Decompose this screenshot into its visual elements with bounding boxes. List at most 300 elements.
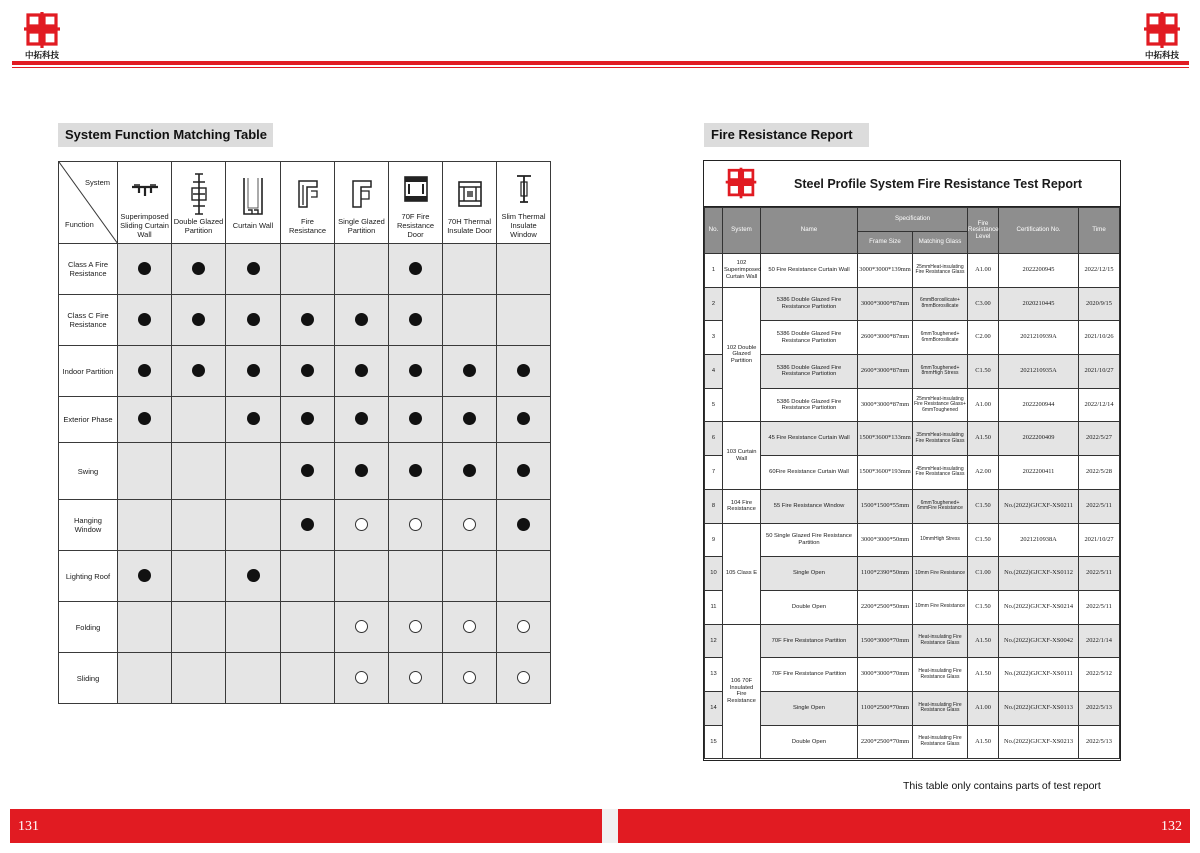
row-label: Folding (59, 602, 118, 653)
report-row (705, 691, 1120, 725)
report-cell-name: 5386 Double Glazed Fire Resistance Partiotion (761, 355, 858, 389)
report-cell-name: 70F Fire Resistance Partition (761, 624, 858, 658)
row-label: Exterior Phase (59, 397, 118, 443)
corner-diagonal (59, 162, 118, 244)
report-cell-level: A2.00 (968, 456, 999, 490)
matrix-cell (335, 443, 389, 500)
brand-logo-icon (724, 166, 758, 200)
report-cell-frame: 3000*3000*50mm (858, 523, 913, 557)
report-row (705, 658, 1120, 692)
report-cell-time: 2022/1/14 (1079, 624, 1120, 658)
filled-dot-icon (409, 464, 422, 477)
matrix-row (59, 443, 551, 500)
report-cell-frame: 3000*3000*139mm (858, 254, 913, 288)
report-cell-time: 2022/12/14 (1079, 388, 1120, 422)
report-cell-time: 2022/12/15 (1079, 254, 1120, 288)
report-cell-frame: 1500*3600*193mm (858, 456, 913, 490)
report-cell-cert: 2022200411 (999, 456, 1079, 490)
matrix-cell (389, 500, 443, 551)
column-header-label: Double Glazed Partition (173, 216, 224, 235)
matrix-cell (497, 397, 551, 443)
report-cell-level: A1.00 (968, 388, 999, 422)
filled-dot-icon (409, 313, 422, 326)
report-cell-time: 2022/5/12 (1079, 658, 1120, 692)
brand-name: 中拓科技 (24, 50, 59, 60)
hollow-dot-icon (409, 518, 422, 531)
matrix-cell (118, 346, 172, 397)
report-cell-no: 8 (705, 489, 723, 523)
report-cell-cert: 2021210938A (999, 523, 1079, 557)
report-row (705, 422, 1120, 456)
report-cell-time: 2021/10/27 (1079, 355, 1120, 389)
column-header-label: Single Glazed Partition (338, 216, 385, 235)
report-cell-frame: 2200*2500*50mm (858, 590, 913, 624)
report-cell-time: 2022/5/13 (1079, 725, 1120, 759)
hollow-dot-icon (463, 620, 476, 633)
filled-dot-icon (138, 364, 151, 377)
report-cell-glass: 6mmToughened+ 8mmHigh Stress (913, 355, 968, 389)
filled-dot-icon (463, 364, 476, 377)
column-header (497, 162, 551, 244)
report-cell-cert: 2020210445 (999, 287, 1079, 321)
report-note: This table only contains parts of test report (903, 780, 1101, 792)
report-cell-time: 2022/5/27 (1079, 422, 1120, 456)
row-label: Lighting Roof (59, 551, 118, 602)
report-cell-no: 4 (705, 355, 723, 389)
report-row (705, 590, 1120, 624)
matrix-cell (172, 602, 226, 653)
report-cell-frame: 2600*3000*87mm (858, 355, 913, 389)
report-cell-cert: No.(2022)GJCXF-XS0112 (999, 557, 1079, 591)
matrix-row (59, 346, 551, 397)
report-cell-cert: No.(2022)GJCXF-XS0042 (999, 624, 1079, 658)
matrix-cell (389, 397, 443, 443)
matrix-cell (172, 244, 226, 295)
filled-dot-icon (463, 412, 476, 425)
matrix-cell (281, 602, 335, 653)
report-cell-glass: 25mmHeat-insulating Fire Resistance Glass+ 6mmToughened (913, 388, 968, 422)
column-header-label: Curtain Wall (232, 221, 274, 230)
column-header-label: Superimposed Sliding Curtain Wall (120, 212, 169, 239)
report-cell-frame: 1500*1500*55mm (858, 489, 913, 523)
matrix-cell (389, 653, 443, 704)
column-header (389, 162, 443, 244)
col-header-no: No. (705, 208, 723, 254)
column-header (281, 162, 335, 244)
report-cell-no: 7 (705, 456, 723, 490)
matrix-cell (443, 346, 497, 397)
filled-dot-icon (409, 262, 422, 275)
report-cell-time: 2021/10/27 (1079, 523, 1120, 557)
row-label: Hanging Window (59, 500, 118, 551)
filled-dot-icon (301, 518, 314, 531)
filled-dot-icon (517, 464, 530, 477)
report-cell-glass: Heat-insulating Fire Resistance Glass (913, 691, 968, 725)
matrix-cell (226, 500, 281, 551)
report-cell-system: 102 Double Glazed Partition (723, 287, 761, 422)
filled-dot-icon (409, 364, 422, 377)
report-cell-no: 5 (705, 388, 723, 422)
report-cell-no: 14 (705, 691, 723, 725)
matrix-row (59, 551, 551, 602)
report-cell-glass: 25mmHeat-insulating Fire Resistance Glass (913, 254, 968, 288)
matrix-cell (172, 500, 226, 551)
matrix-cell (335, 602, 389, 653)
matrix-cell (335, 653, 389, 704)
filled-dot-icon (517, 518, 530, 531)
corner-function-label: Function (65, 220, 94, 229)
report-cell-frame: 3000*3000*70mm (858, 658, 913, 692)
report-row (705, 489, 1120, 523)
report-cell-name: 50 Fire Resistance Curtain Wall (761, 254, 858, 288)
matrix-cell (281, 551, 335, 602)
matrix-cell (443, 551, 497, 602)
report-cell-frame: 3000*3000*87mm (858, 388, 913, 422)
fire-report-table (704, 207, 1120, 759)
report-cell-level: C1.50 (968, 355, 999, 389)
slim-window-profile-icon (497, 166, 550, 212)
matrix-cell (335, 346, 389, 397)
header-rule-thin (12, 67, 1189, 68)
matrix-cell (281, 244, 335, 295)
matrix-cell (497, 653, 551, 704)
report-cell-level: A1.50 (968, 624, 999, 658)
superimposed-profile-icon (118, 166, 171, 212)
filled-dot-icon (301, 412, 314, 425)
hollow-dot-icon (463, 518, 476, 531)
filled-dot-icon (247, 412, 260, 425)
matrix-cell (335, 244, 389, 295)
report-cell-name: Double Open (761, 725, 858, 759)
report-cell-name: Single Open (761, 557, 858, 591)
report-cell-cert: No.(2022)GJCXF-XS0211 (999, 489, 1079, 523)
matrix-cell (281, 295, 335, 346)
filled-dot-icon (355, 364, 368, 377)
matrix-cell (172, 551, 226, 602)
matrix-cell (281, 653, 335, 704)
row-label: Indoor Partition (59, 346, 118, 397)
matrix-cell (389, 443, 443, 500)
filled-dot-icon (247, 569, 260, 582)
report-cell-glass: 6mmToughened+ 6mmBorosilicate (913, 321, 968, 355)
report-row (705, 557, 1120, 591)
report-cell-cert: 2021210939A (999, 321, 1079, 355)
matrix-cell (389, 551, 443, 602)
single-glazed-profile-icon (335, 171, 388, 217)
report-cell-system: 104 Fire Resistance (723, 489, 761, 523)
footer-bar (10, 809, 1190, 843)
report-cell-glass: Heat-insulating Fire Resistance Glass (913, 658, 968, 692)
header-rule (12, 61, 1189, 65)
report-row (705, 254, 1120, 288)
fire-report-panel (703, 160, 1121, 761)
matrix-cell (497, 551, 551, 602)
matrix-cell (443, 397, 497, 443)
report-row (705, 355, 1120, 389)
section-title-report: Fire Resistance Report (704, 123, 869, 147)
hollow-dot-icon (517, 620, 530, 633)
filled-dot-icon (192, 313, 205, 326)
column-header (226, 162, 281, 244)
filled-dot-icon (138, 569, 151, 582)
report-cell-cert: No.(2022)GJCXF-XS0213 (999, 725, 1079, 759)
report-cell-no: 3 (705, 321, 723, 355)
hollow-dot-icon (517, 671, 530, 684)
matrix-row (59, 653, 551, 704)
matrix-cell (118, 602, 172, 653)
matrix-cell (443, 602, 497, 653)
hollow-dot-icon (409, 620, 422, 633)
filled-dot-icon (355, 464, 368, 477)
filled-dot-icon (517, 364, 530, 377)
matrix-cell (389, 295, 443, 346)
brand-logo-left (22, 12, 62, 60)
matrix-cell (389, 244, 443, 295)
report-cell-glass: Heat-insulating Fire Resistance Glass (913, 624, 968, 658)
corner-system-label: System (85, 178, 111, 187)
column-header-label: 70H Thermal Insulate Door (447, 216, 492, 235)
thermal-door-profile-icon (443, 171, 496, 217)
hollow-dot-icon (409, 671, 422, 684)
report-row (705, 287, 1120, 321)
matrix-cell (118, 295, 172, 346)
matrix-row (59, 244, 551, 295)
matrix-cell (497, 346, 551, 397)
report-cell-cert: 2021210935A (999, 355, 1079, 389)
row-label: Class C Fire Resistance (59, 295, 118, 346)
matrix-row (59, 397, 551, 443)
report-cell-glass: 10mm Fire Resistance (913, 590, 968, 624)
report-cell-frame: 1100*2500*70mm (858, 691, 913, 725)
column-header-label: 70F Fire Resistance Door (396, 212, 435, 239)
section-title-matching: System Function Matching Table (58, 123, 273, 147)
matrix-cell (118, 500, 172, 551)
column-header (335, 162, 389, 244)
report-cell-system: 103 Curtain Wall (723, 422, 761, 489)
report-cell-name: 5386 Double Glazed Fire Resistance Partiotion (761, 287, 858, 321)
column-header-label: Slim Thermal Insulate Window (501, 212, 546, 239)
report-cell-level: A1.50 (968, 725, 999, 759)
matrix-cell (497, 500, 551, 551)
report-cell-level: A1.50 (968, 658, 999, 692)
brand-name: 中拓科技 (1144, 50, 1179, 60)
matrix-cell (335, 500, 389, 551)
matrix-cell (118, 397, 172, 443)
matrix-cell (389, 346, 443, 397)
report-row (705, 321, 1120, 355)
matrix-cell (226, 397, 281, 443)
matrix-cell (118, 443, 172, 500)
report-cell-time: 2022/5/13 (1079, 691, 1120, 725)
report-cell-cert: 2022200945 (999, 254, 1079, 288)
report-cell-glass: 10mmHigh Stress (913, 523, 968, 557)
report-cell-name: 50 Single Glazed Fire Resistance Partition (761, 523, 858, 557)
report-cell-name: Double Open (761, 590, 858, 624)
page-number-right: 132 (1161, 819, 1182, 834)
report-cell-time: 2022/5/11 (1079, 489, 1120, 523)
report-cell-level: C3.00 (968, 287, 999, 321)
filled-dot-icon (409, 412, 422, 425)
filled-dot-icon (192, 364, 205, 377)
matrix-cell (281, 500, 335, 551)
report-cell-frame: 3000*3000*87mm (858, 287, 913, 321)
brand-logo-icon (1142, 12, 1182, 48)
matrix-cell (226, 346, 281, 397)
report-row (705, 624, 1120, 658)
filled-dot-icon (247, 262, 260, 275)
matrix-cell (443, 295, 497, 346)
matrix-cell (389, 602, 443, 653)
filled-dot-icon (517, 412, 530, 425)
report-cell-level: A1.00 (968, 691, 999, 725)
report-cell-level: C1.50 (968, 590, 999, 624)
matrix-cell (226, 653, 281, 704)
hollow-dot-icon (355, 671, 368, 684)
matrix-cell (497, 244, 551, 295)
filled-dot-icon (355, 412, 368, 425)
matrix-cell (226, 295, 281, 346)
report-cell-glass: 6mmBorosilicate+ 8mmBorosilicate (913, 287, 968, 321)
matrix-cell (226, 244, 281, 295)
report-cell-no: 15 (705, 725, 723, 759)
col-header-system: System (723, 208, 761, 254)
matrix-row (59, 500, 551, 551)
report-cell-no: 9 (705, 523, 723, 557)
matrix-cell (443, 500, 497, 551)
column-header (443, 162, 497, 244)
report-cell-no: 13 (705, 658, 723, 692)
fire-resistance-profile-icon (281, 171, 334, 217)
report-cell-no: 10 (705, 557, 723, 591)
filled-dot-icon (301, 313, 314, 326)
report-cell-name: 5386 Double Glazed Fire Resistance Partiotion (761, 321, 858, 355)
column-header (118, 162, 172, 244)
matrix-cell (172, 397, 226, 443)
report-row (705, 456, 1120, 490)
report-cell-level: A1.50 (968, 422, 999, 456)
report-cell-name: 60Fire Resistance Curtain Wall (761, 456, 858, 490)
footer-gutter (602, 809, 618, 843)
matrix-cell (281, 443, 335, 500)
matrix-cell (226, 443, 281, 500)
report-cell-frame: 1500*3000*70mm (858, 624, 913, 658)
report-cell-time: 2021/10/26 (1079, 321, 1120, 355)
matrix-cell (172, 653, 226, 704)
hollow-dot-icon (355, 620, 368, 633)
report-cell-no: 12 (705, 624, 723, 658)
report-cell-frame: 2200*2500*70mm (858, 725, 913, 759)
report-cell-glass: Heat-insulating Fire Resistance Glass (913, 725, 968, 759)
report-cell-frame: 2600*3000*87mm (858, 321, 913, 355)
filled-dot-icon (138, 412, 151, 425)
report-cell-level: C2.00 (968, 321, 999, 355)
row-label: Class A Fire Resistance (59, 244, 118, 295)
report-cell-time: 2022/5/11 (1079, 590, 1120, 624)
col-header-specification: Specification (858, 208, 968, 232)
filled-dot-icon (355, 313, 368, 326)
hollow-dot-icon (355, 518, 368, 531)
column-header-label: Fire Resistance (288, 216, 327, 235)
matrix-cell (497, 295, 551, 346)
report-logo (724, 166, 758, 205)
matrix-cell (226, 602, 281, 653)
filled-dot-icon (301, 364, 314, 377)
report-cell-glass: 35mmHeat-insulating Fire Resistance Glass (913, 422, 968, 456)
report-cell-glass: 6mmToughened+ 6mmFire Resistance (913, 489, 968, 523)
matrix-cell (497, 443, 551, 500)
report-row (705, 388, 1120, 422)
fire-door-profile-icon (389, 166, 442, 212)
matrix-cell (172, 295, 226, 346)
report-cell-level: C1.50 (968, 523, 999, 557)
column-header (172, 162, 226, 244)
matrix-cell (118, 653, 172, 704)
report-cell-name: 45 Fire Resistance Curtain Wall (761, 422, 858, 456)
matrix-cell (335, 295, 389, 346)
report-cell-name: Single Open (761, 691, 858, 725)
matrix-cell (172, 443, 226, 500)
matrix-cell (281, 397, 335, 443)
report-cell-no: 1 (705, 254, 723, 288)
filled-dot-icon (301, 464, 314, 477)
report-cell-cert: No.(2022)GJCXF-XS0113 (999, 691, 1079, 725)
report-cell-cert: 2022200409 (999, 422, 1079, 456)
double-glazed-profile-icon (172, 171, 225, 217)
brand-logo-icon (22, 12, 62, 48)
matrix-cell (226, 551, 281, 602)
matrix-cell (281, 346, 335, 397)
report-cell-time: 2022/5/11 (1079, 557, 1120, 591)
filled-dot-icon (247, 313, 260, 326)
page-number-left: 131 (18, 819, 39, 834)
report-cell-no: 2 (705, 287, 723, 321)
matrix-cell (335, 551, 389, 602)
report-cell-system: 102 Superimposed Curtain Wall (723, 254, 761, 288)
report-cell-time: 2020/9/15 (1079, 287, 1120, 321)
col-header-time: Time (1079, 208, 1120, 254)
report-cell-no: 11 (705, 590, 723, 624)
report-header (704, 161, 1120, 207)
row-label: Swing (59, 443, 118, 500)
matrix-cell (118, 244, 172, 295)
matrix-cell (443, 653, 497, 704)
report-row (705, 523, 1120, 557)
report-cell-name: 5386 Double Glazed Fire Resistance Partiotion (761, 388, 858, 422)
col-header-glass: Matching Glass (913, 232, 968, 254)
matrix-cell (443, 443, 497, 500)
report-cell-glass: 10mm Fire Resistance (913, 557, 968, 591)
report-title: Steel Profile System Fire Resistance Test Report (794, 177, 1083, 191)
hollow-dot-icon (463, 671, 476, 684)
col-header-name: Name (761, 208, 858, 254)
matrix-cell (443, 244, 497, 295)
matrix-cell (497, 602, 551, 653)
report-cell-cert: 2022200944 (999, 388, 1079, 422)
matrix-cell (172, 346, 226, 397)
report-cell-no: 6 (705, 422, 723, 456)
matrix-cell (118, 551, 172, 602)
report-cell-system: 106 70F Insulated Fire Resistance (723, 624, 761, 759)
report-cell-glass: 45mmHeat-insulating Fire Resistance Glass (913, 456, 968, 490)
report-cell-cert: No.(2022)GJCXF-XS0214 (999, 590, 1079, 624)
report-cell-name: 70F Fire Resistance Partition (761, 658, 858, 692)
report-cell-name: 55 Fire Resistance Window (761, 489, 858, 523)
report-cell-frame: 1100*2390*50mm (858, 557, 913, 591)
function-matching-table (58, 161, 551, 704)
matrix-row (59, 295, 551, 346)
report-cell-cert: No.(2022)GJCXF-XS0111 (999, 658, 1079, 692)
col-header-cert: Certification No. (999, 208, 1079, 254)
